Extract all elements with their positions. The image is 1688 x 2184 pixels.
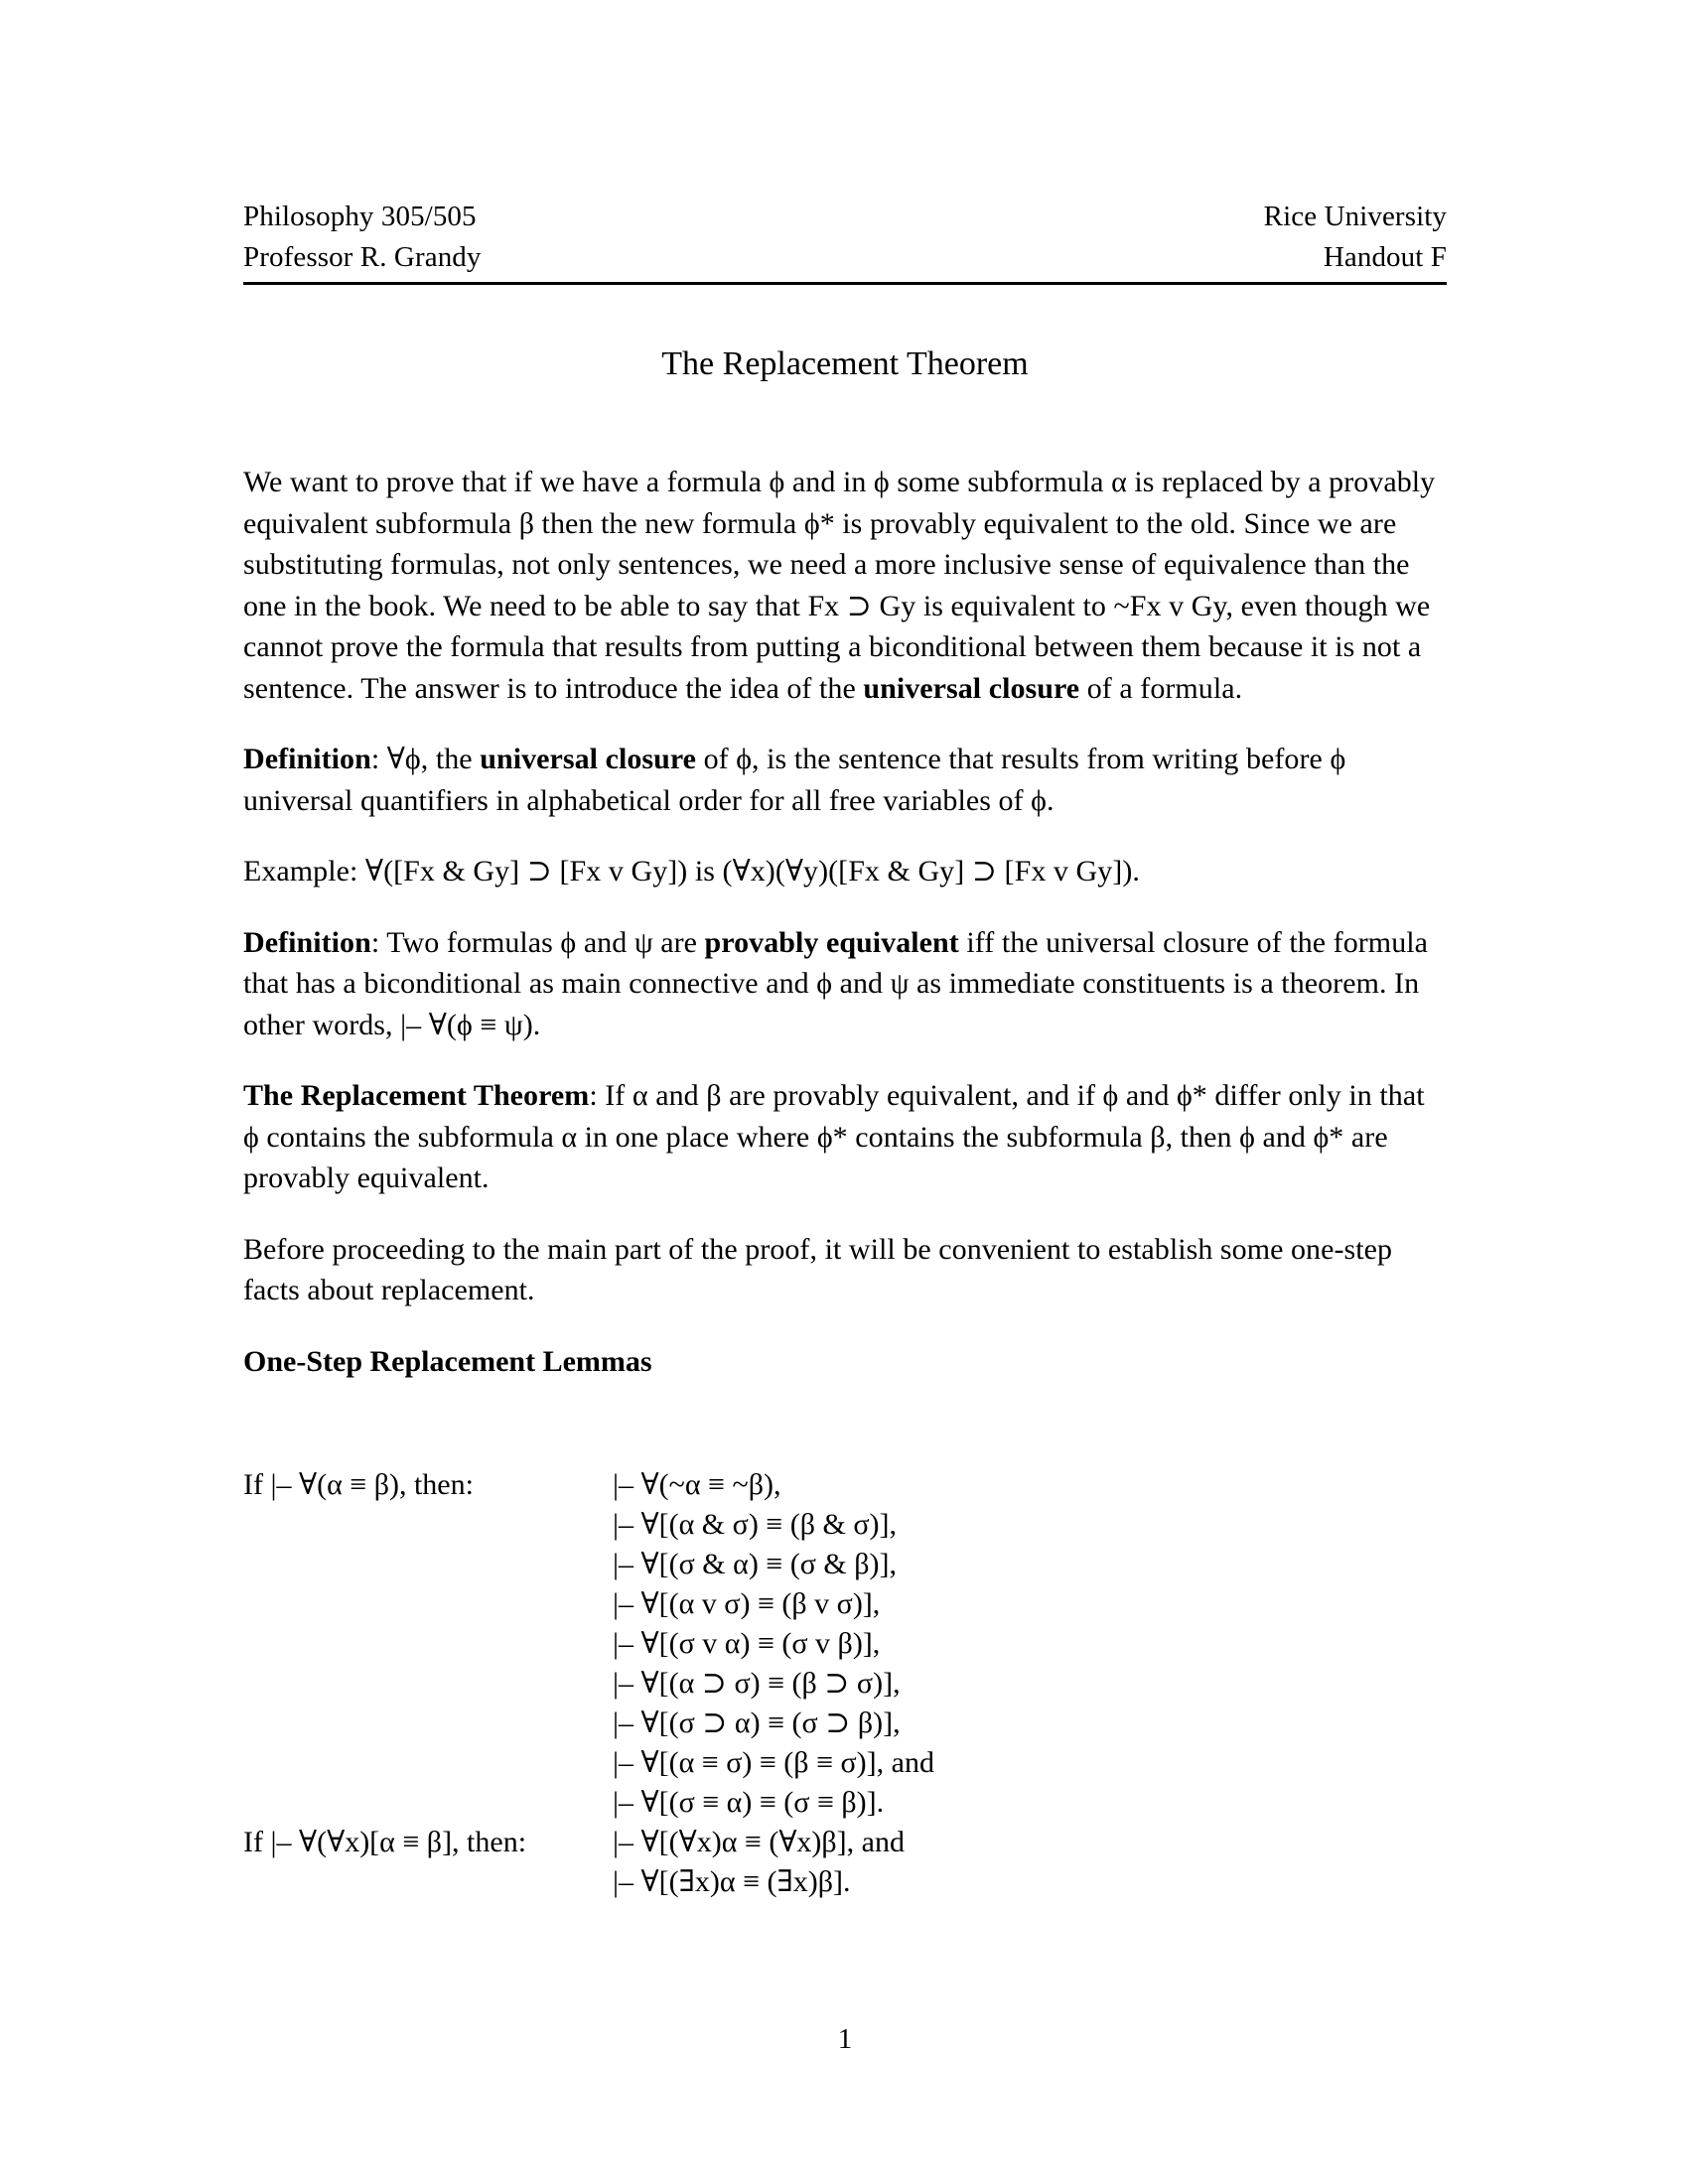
handout-label: Handout F [1323, 241, 1447, 273]
definition1-text-part1: : ∀ϕ, the [370, 743, 481, 775]
lemma-consequent: |– ∀[(α ≡ σ) ≡ (β ≡ σ)], and [613, 1746, 934, 1779]
definition2-label: Definition [243, 925, 371, 959]
lemma-consequent: |– ∀(~α ≡ ~β), [613, 1468, 781, 1501]
page-title: The Replacement Theorem [661, 345, 1029, 382]
course-label: Philosophy 305/505 [243, 201, 477, 232]
definition1-text-part2: of ϕ, is the sentence that results from writing before ϕ universal quantifiers in alphabetical order for all free variables of ϕ. [243, 743, 1346, 817]
theorem-label: The Replacement Theorem [243, 1079, 590, 1112]
header-row-course [243, 197, 1447, 237]
document-body [243, 462, 1447, 1414]
intro-text-part1: We want to prove that if we have a formula ϕ and in ϕ some subformula α is replaced by a provably equivalent subformula β then the new formula ϕ* is provably equivalent to the old. Since we are substituting formulas, not only sentences, we need a more inclusive sense of equivalence than the one in the book. We need to be able to say that Fx ⊃ Gy is equivalent to ~Fx v Gy, even though we cannot prove the formula that results from putting a biconditional between them because it is not a sentence. The answer is to introduce the idea of the [243, 466, 1436, 705]
header-row-instructor [243, 237, 1447, 278]
lemma-consequent: |– ∀[(α & σ) ≡ (β & σ)], [613, 1508, 897, 1541]
paragraph-before-proof: Before proceeding to the main part of the proof, it will be convenient to establish some one-step facts about replacement. [243, 1232, 1393, 1306]
instructor-label: Professor R. Grandy [243, 241, 482, 273]
theorem-text: : If α and β are provably equivalent, and if ϕ and ϕ* differ only in that ϕ contains the subformula α in one place where ϕ* contains the subformula β, then ϕ and ϕ* are provably equivalent. [243, 1079, 1425, 1194]
definition1-label: Definition [243, 743, 371, 775]
lemma-condition: If |– ∀(α ≡ β), then: [243, 1468, 474, 1501]
lemma-row [243, 1465, 1447, 1505]
intro-text-part2: of a formula. [1079, 671, 1243, 705]
lemma-row [243, 1823, 1447, 1862]
lemma-consequent: |– ∀[(σ v α) ≡ (σ v β)], [613, 1627, 881, 1660]
lemma-row [243, 1584, 1447, 1624]
paragraph-definition-universal-closure [243, 739, 1447, 821]
page-sheet [243, 0, 1447, 2184]
definition2-bold-provably-equivalent: provably equivalent [704, 925, 959, 959]
lemma-consequent: |– ∀[(σ ≡ α) ≡ (σ ≡ β)]. [613, 1786, 885, 1819]
intro-bold-universal-closure: universal closure [863, 671, 1080, 705]
university-label: Rice University [1263, 201, 1447, 232]
lemma-row [243, 1743, 1447, 1783]
lemma-consequent: |– ∀[(α ⊃ σ) ≡ (β ⊃ σ)], [613, 1667, 901, 1700]
definition2-text-part1: : Two formulas ϕ and ψ are [370, 925, 705, 959]
lemma-consequent: |– ∀[(σ ⊃ α) ≡ (σ ⊃ β)], [613, 1706, 901, 1739]
paragraph-example: Example: ∀([Fx & Gy] ⊃ [Fx v Gy]) is (∀x)(∀y)([Fx & Gy] ⊃ [Fx v Gy]). [243, 855, 1140, 887]
section-heading-one-step-replacement-lemmas: One-Step Replacement Lemmas [243, 1344, 652, 1378]
lemma-row [243, 1624, 1447, 1664]
document-header [243, 197, 1447, 285]
lemma-row [243, 1704, 1447, 1743]
header-divider-rule [243, 282, 1447, 285]
paragraph-replacement-theorem [243, 1075, 1447, 1199]
lemma-row [243, 1664, 1447, 1704]
lemma-consequent: |– ∀[(σ & α) ≡ (σ & β)], [613, 1548, 897, 1580]
lemma-list [243, 1465, 1447, 1902]
paragraph-intro [243, 462, 1447, 709]
definition1-bold-universal-closure: universal closure [480, 743, 697, 775]
lemma-consequent: |– ∀[(α v σ) ≡ (β v σ)], [613, 1587, 881, 1620]
lemma-consequent: |– ∀[(∀x)α ≡ (∀x)β], and [613, 1826, 905, 1858]
lemma-row [243, 1505, 1447, 1545]
page-number: 1 [837, 2023, 853, 2055]
paragraph-definition-provably-equivalent [243, 922, 1447, 1046]
lemma-condition: If |– ∀(∀x)[α ≡ β], then: [243, 1826, 527, 1858]
lemma-consequent: |– ∀[(∃x)α ≡ (∃x)β]. [613, 1865, 851, 1898]
lemma-row [243, 1783, 1447, 1823]
lemma-row [243, 1862, 1447, 1902]
lemma-row [243, 1545, 1447, 1584]
definition2-text-part2: iff the universal closure of the formula that has a biconditional as main connective and ϕ and ψ as immediate constituents is a theorem. In other words, |– ∀(ϕ ≡ ψ). [243, 925, 1428, 1041]
